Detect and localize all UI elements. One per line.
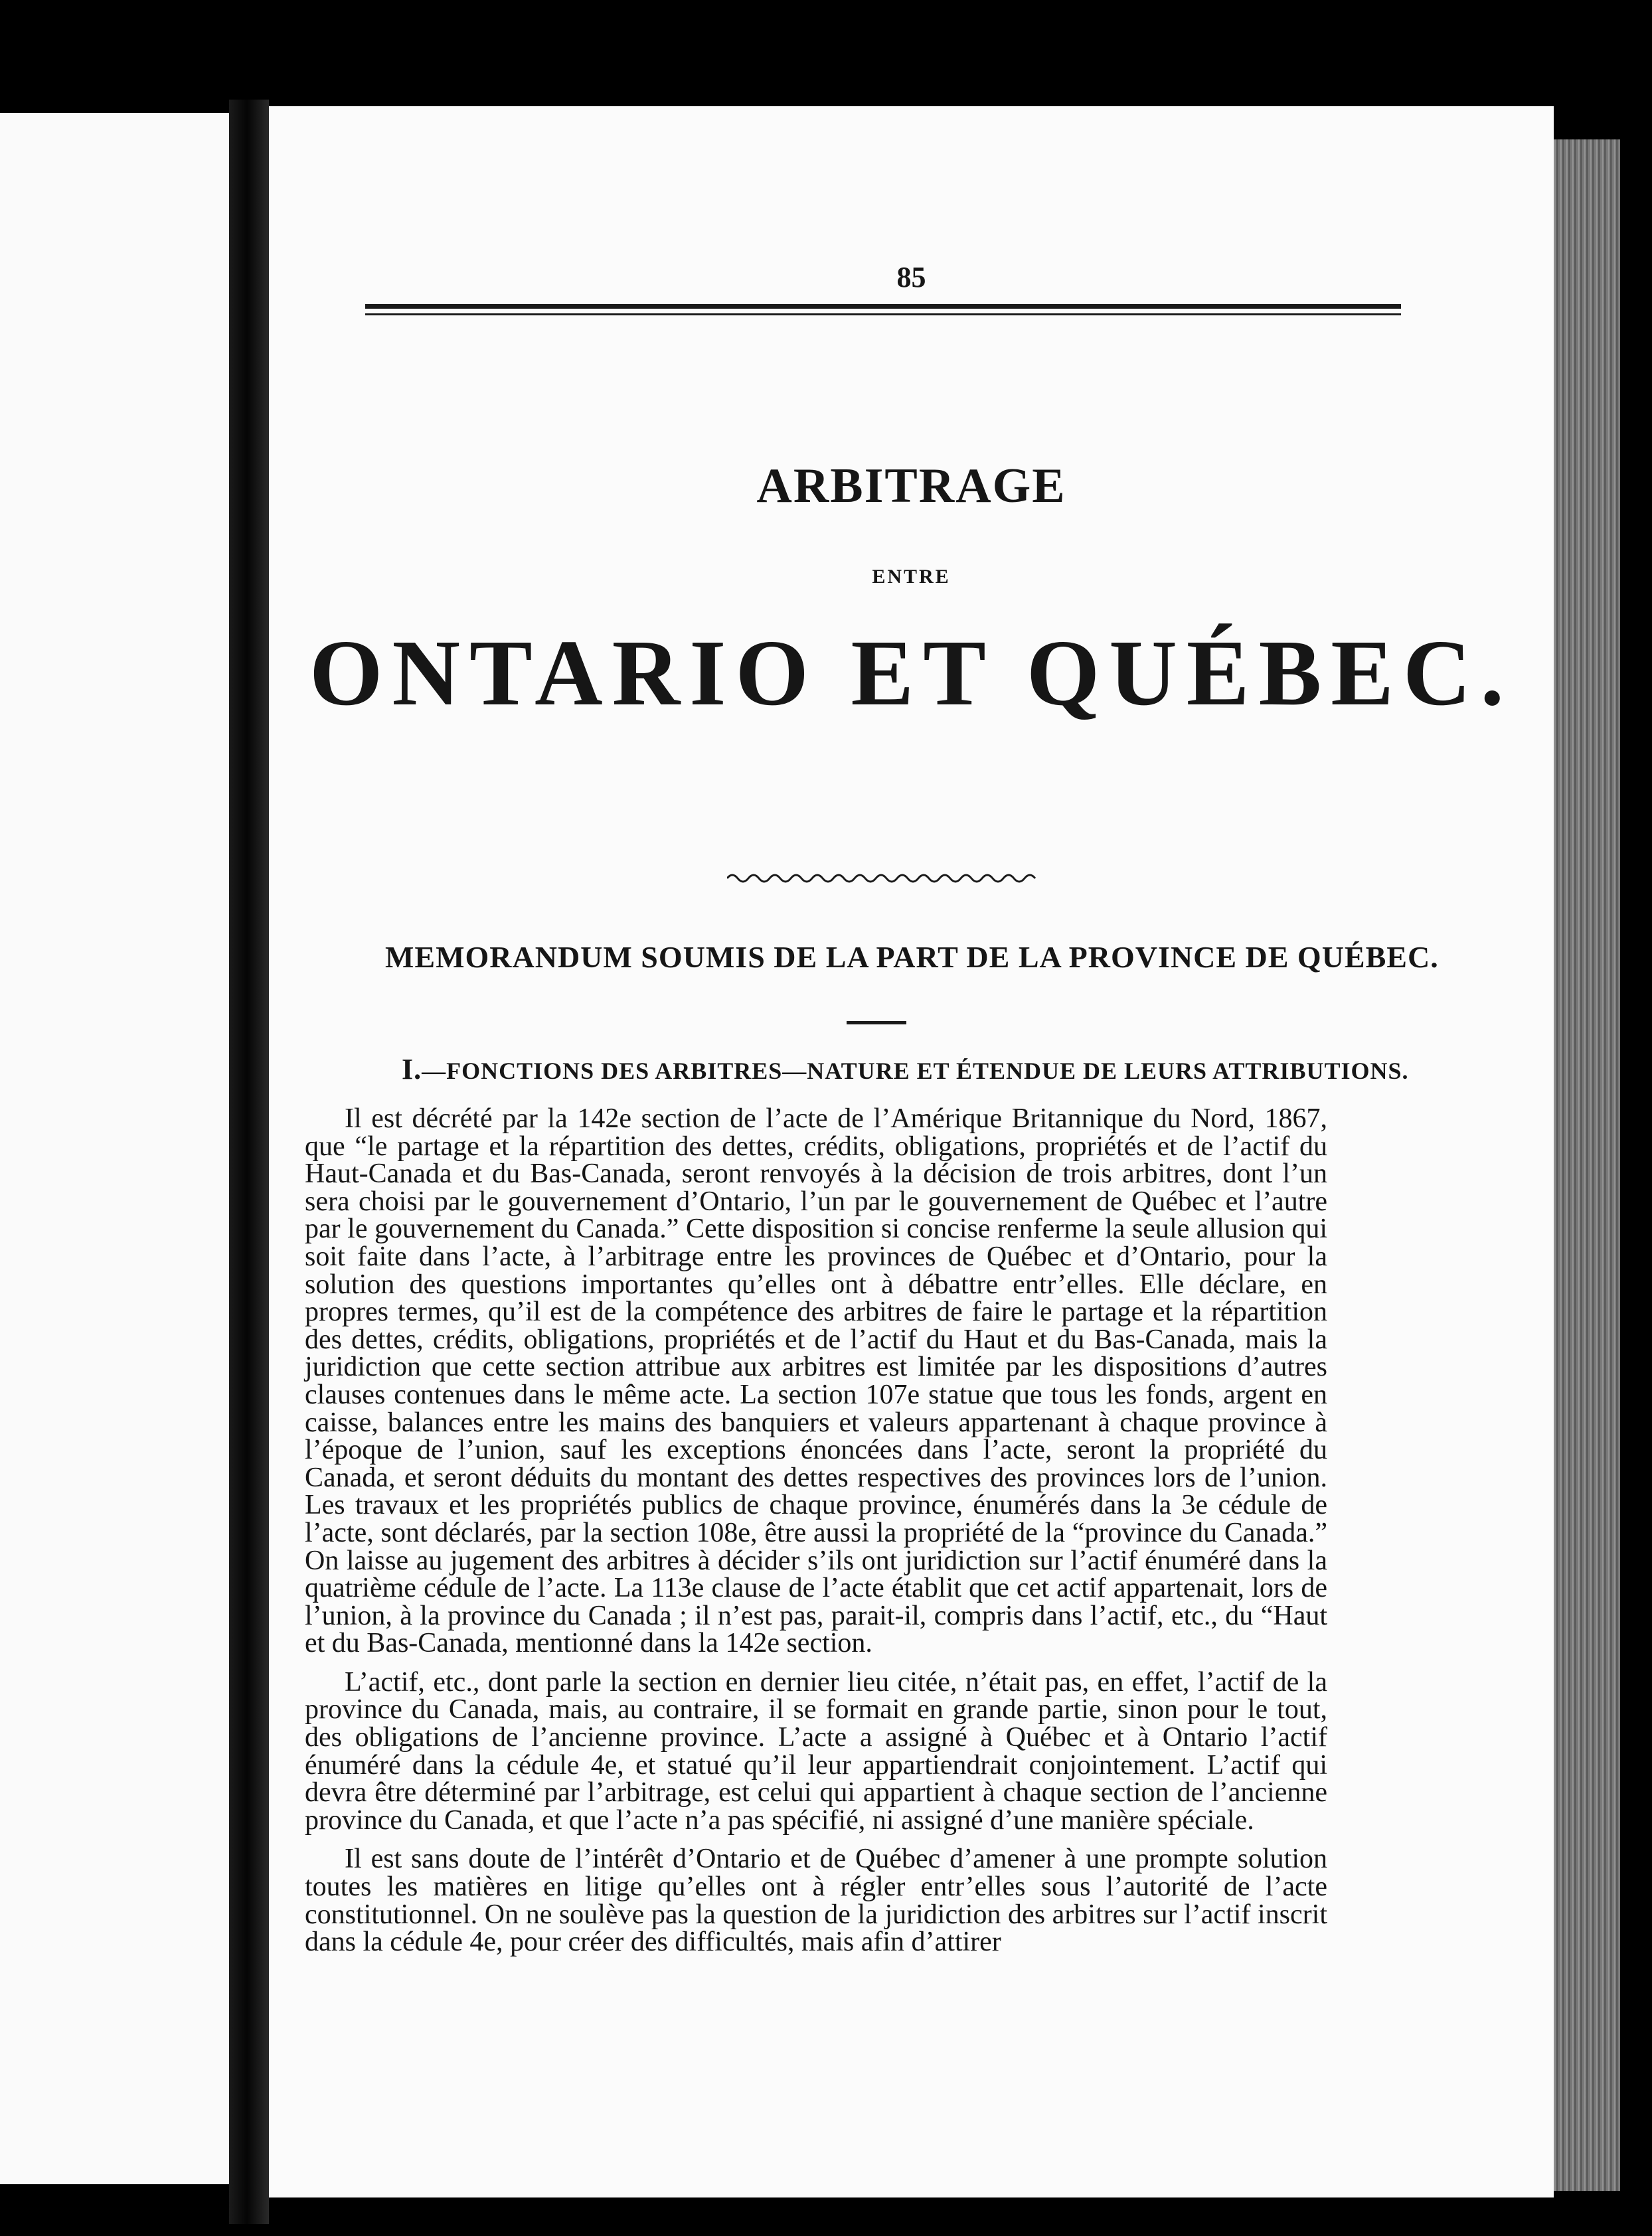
header-rule-thin	[365, 313, 1401, 315]
facing-page	[0, 113, 229, 2184]
section-divider	[847, 1021, 906, 1024]
header-rule-thick	[365, 304, 1401, 309]
section-number: I.	[402, 1053, 422, 1085]
paragraph-3: Il est sans doute de l’intérêt d’Ontario et de Québec d’amener à une prompte solution toutes les matières en litige qu’elles ont à régler entr’elles sous l’autorité de l’acte constitutionnel. On ne soulève pas la question de la juridiction des arbitres sur l’actif inscrit dans la cédule 4e, pour créer des difficultés, mais afin d’attirer	[305, 1844, 1327, 1958]
paragraph-1: Il est décrété par la 142e section de l’acte de l’Amérique Britannique du Nord, 1867, que “le partage et la répartition des dettes, crédits, obligations, propriétés et de l’actif du Haut-Canada et du Bas-Canada, seront renvoyés à la décision de trois arbitres, dont l’un sera choisi par le gouvernement d’Ontario, l’un par le gouvernement de Québec et l’autre par le gouvernement du Canada.” Cette disposition si concise renferme la seule allusion qui soit faite dans l’acte, à l’arbitrage entre les provinces de Québec et d’Ontario, pour la solution des questions importantes qu’elles ont à débattre entr’elles. Elle déclare, en propres termes, qu’il est de la compétence des arbitres de faire le partage et la répartition des dettes, crédits, obligations, propriétés et de l’actif du Haut et du Bas-Canada, mais la juridiction que cette section attribue aux arbitres est limitée par les dispositions d’autres clauses contenues dans le même acte. La section 107e statue que tous les fonds, argent en caisse, balances entre les mains des banquiers et valeurs appartenant à chaque province à l’époque de l’union, sauf les exceptions énoncées dans l’acte, seront la propriété du Canada, et seront déduits du montant des dettes respectives des provinces lors de l’union. Les travaux et les propriétés publics de chaque province, énumérés dans la 3e cédule de l’acte, sont déclarés, par la section 108e, être aussi la propriété de la “province du Canada.” On laisse au jugement des arbitres à décider s’ils ont juridiction sur l’actif énuméré dans la quatrième cédule de l’acte. La 113e clause de l’acte établit que cet actif appartenait, lors de l’union, à la province du Canada ; il n’est pas, parait-il, compris dans l’actif, etc., du “Haut et du Bas-Canada, mentionné dans la 142e section.	[305, 1103, 1327, 1659]
wavy-ornament-icon	[727, 868, 1039, 888]
section-heading-text: —FONCTIONS DES ARBITRES—NATURE ET ÉTENDUE DE LEURS ATTRIBUTIONS.	[422, 1058, 1409, 1084]
title-connector: ENTRE	[872, 566, 951, 588]
document-page	[269, 106, 1554, 2197]
memorandum-heading: MEMORANDUM SOUMIS DE LA PART DE LA PROVINCE DE QUÉBEC.	[385, 940, 1439, 974]
page-number: 85	[896, 261, 926, 293]
section-heading	[402, 1052, 1424, 1086]
title-top: ARBITRAGE	[756, 459, 1066, 513]
title-main: ONTARIO ET QUÉBEC.	[309, 620, 1514, 725]
body-text	[305, 1105, 1327, 1968]
book-gutter	[229, 100, 269, 2224]
paragraph-2: L’actif, etc., dont parle la section en dernier lieu citée, n’était pas, en effet, l’actif de la province du Canada, mais, au contraire, il se formait en grande partie, sinon pour le tout, des obligations de l’ancienne province. L’acte a assigné à Québec et à Ontario l’actif énuméré dans la cédule 4e, et statué qu’il leur appartiendrait conjointement. L’actif qui devra être déterminé par l’arbitrage, est celui qui appartient à chaque section de l’ancienne province du Canada, et que l’acte n’a pas spécifié, ni assigné d’une manière spéciale.	[305, 1666, 1327, 1836]
page-edges	[1547, 139, 1620, 2191]
